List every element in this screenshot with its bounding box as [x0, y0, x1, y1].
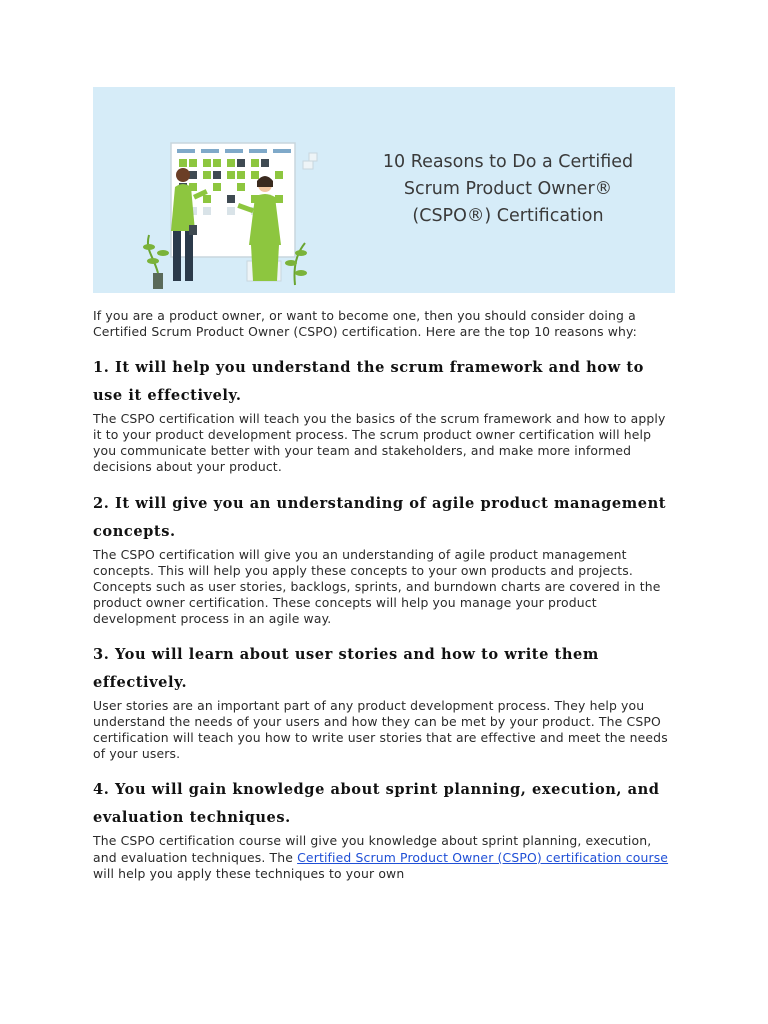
section-heading-1: 1. It will help you understand the scrum framework and how to use it effectively. [93, 359, 644, 405]
document-page [93, 87, 675, 882]
section-body-2: The CSPO certification will give you an understanding of agile product management concepts. This will help you apply these concepts to your own products and projects. Concepts such as user stories, backlogs, sprints, and burndown charts are covered in the product owner certification. These concepts will help you manage your product development process in an agile way. [93, 546, 661, 626]
banner-title: 10 Reasons to Do a Certified Scrum Product Owner® (CSPO®) Certification [382, 152, 634, 226]
section-heading-2: 2. It will give you an understanding of agile product management concepts. [93, 494, 667, 540]
scrum-team-illustration [135, 135, 375, 293]
section-body-4 [93, 833, 675, 881]
plant-left-icon [143, 235, 169, 289]
section-body-1: The CSPO certification will teach you the basics of the scrum framework and how to apply it to your product development process. The scrum product owner certification will help you communicate better with your team and stakeholders, and make more informed decisions about your product. [93, 411, 666, 475]
section-heading-3: 3. You will learn about user stories and how to write them effectively. [93, 646, 599, 692]
section-heading-4: 4. You will gain knowledge about sprint planning, execution, and evaluation techniques. [93, 781, 660, 827]
cspo-course-link[interactable]: Certified Scrum Product Owner (CSPO) certification course [297, 849, 669, 865]
intro-paragraph: If you are a product owner, or want to become one, then you should consider doing a Certified Scrum Product Owner (CSPO) certification. Here are the top 10 reasons why: [93, 308, 637, 340]
section-body-3: User stories are an important part of any product development process. They help you understand the needs of your users and how they can be met by your product. The CSPO certification will teach you how to write user stories that are effective and meet the needs of your users. [93, 698, 668, 762]
cspo-banner [93, 87, 675, 293]
section-body-4-text-after-link: will help you apply these techniques to your own [93, 865, 405, 881]
section-body-4-text-before-link: The CSPO certification course will give you knowledge about sprint planning, execution, and evaluation techniques. The [93, 833, 652, 865]
